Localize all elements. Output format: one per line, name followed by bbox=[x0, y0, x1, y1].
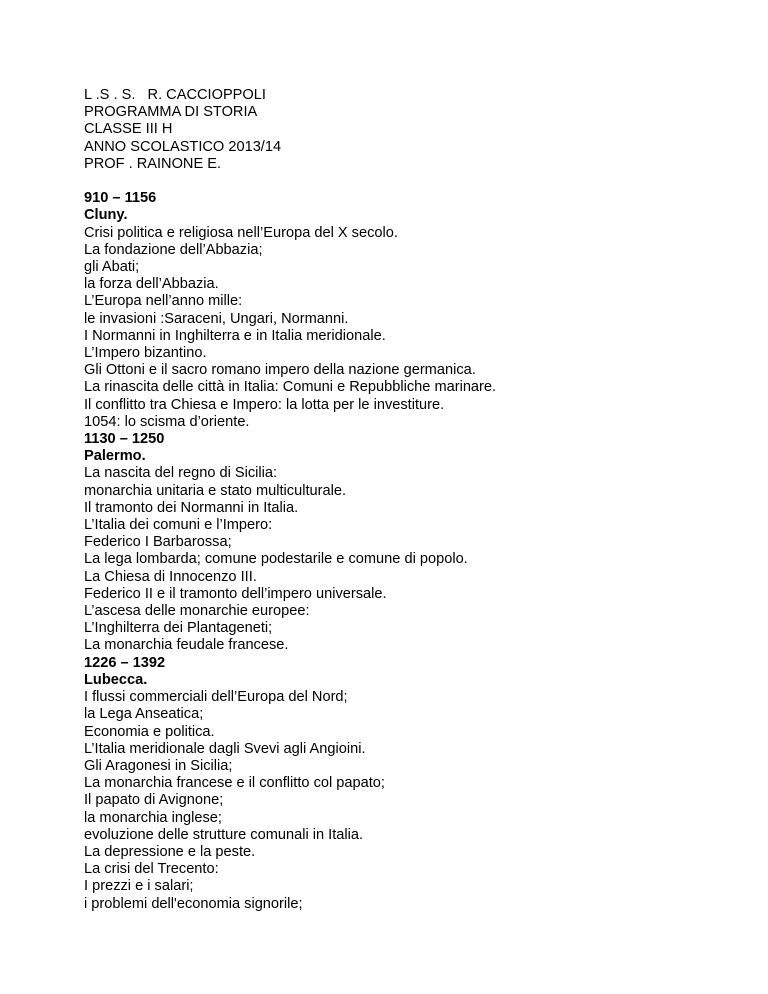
topic-line: I prezzi e i salari; bbox=[84, 878, 194, 895]
topic-line: evoluzione delle strutture comunali in Italia. bbox=[84, 826, 364, 843]
topic-line: le invasioni :Saraceni, Ungari, Normanni. bbox=[84, 310, 349, 327]
topic-line: La crisi del Trecento: bbox=[84, 861, 219, 878]
section-dates: 910 – 1156 bbox=[84, 190, 157, 207]
program-section bbox=[84, 190, 724, 431]
topic-line: La nascita del regno di Sicilia: bbox=[84, 465, 278, 482]
document-header bbox=[84, 87, 724, 173]
subject-title: PROGRAMMA DI STORIA bbox=[84, 104, 258, 121]
topic-line: gli Abati; bbox=[84, 259, 140, 276]
topic-line: L’Europa nell’anno mille: bbox=[84, 293, 243, 310]
topic-line: I flussi commerciali dell’Europa del Nord; bbox=[84, 689, 348, 706]
program-section bbox=[84, 655, 724, 913]
topic-line: La monarchia francese e il conflitto col papato; bbox=[84, 775, 385, 792]
topic-line: la forza dell’Abbazia. bbox=[84, 276, 219, 293]
topic-line: Il papato di Avignone; bbox=[84, 792, 224, 809]
school-name: L .S . S. R. CACCIOPPOLI bbox=[84, 87, 266, 103]
class-name: CLASSE III H bbox=[84, 121, 173, 138]
topic-line: La monarchia feudale francese. bbox=[84, 637, 289, 654]
topic-line: L’Italia dei comuni e l’Impero: bbox=[84, 517, 273, 534]
topic-line: Il tramonto dei Normanni in Italia. bbox=[84, 499, 299, 516]
program-section bbox=[84, 431, 724, 655]
topic-line: Crisi politica e religiosa nell’Europa del X secolo. bbox=[84, 224, 398, 241]
topic-line: i problemi dell'economia signorile; bbox=[84, 895, 303, 912]
section-place: Lubecca. bbox=[84, 671, 148, 688]
topic-line: la Lega Anseatica; bbox=[84, 706, 204, 723]
teacher-name: PROF . RAINONE E. bbox=[84, 155, 222, 172]
topic-line: la monarchia inglese; bbox=[84, 809, 222, 826]
topic-line: La Chiesa di Innocenzo III. bbox=[84, 568, 257, 585]
topic-line: L’Impero bizantino. bbox=[84, 345, 207, 362]
section-dates: 1130 – 1250 bbox=[84, 431, 165, 448]
topic-line: Federico I Barbarossa; bbox=[84, 534, 232, 551]
topic-line: La depressione e la peste. bbox=[84, 843, 256, 860]
program-sections bbox=[84, 190, 724, 913]
section-place: Cluny. bbox=[84, 207, 128, 224]
section-dates: 1226 – 1392 bbox=[84, 654, 166, 671]
topic-line: Gli Ottoni e il sacro romano impero della nazione germanica. bbox=[84, 362, 476, 379]
topic-line: 1054: lo scisma d’oriente. bbox=[84, 413, 250, 430]
topic-line: La lega lombarda; comune podestarile e comune di popolo. bbox=[84, 551, 468, 568]
topic-line: L’Inghilterra dei Plantageneti; bbox=[84, 620, 273, 637]
section-place: Palermo. bbox=[84, 448, 146, 465]
topic-line: La rinascita delle città in Italia: Comuni e Repubbliche marinare. bbox=[84, 379, 497, 396]
topic-line: L’ascesa delle monarchie europee: bbox=[84, 603, 310, 620]
school-year: ANNO SCOLASTICO 2013/14 bbox=[84, 138, 282, 155]
topic-line: Gli Aragonesi in Sicilia; bbox=[84, 757, 233, 774]
document-page bbox=[84, 87, 724, 913]
spacer bbox=[84, 173, 724, 190]
topic-line: monarchia unitaria e stato multiculturale. bbox=[84, 482, 347, 499]
topic-line: I Normanni in Inghilterra e in Italia meridionale. bbox=[84, 327, 386, 344]
topic-line: Il conflitto tra Chiesa e Impero: la lotta per le investiture. bbox=[84, 396, 445, 413]
topic-line: Economia e politica. bbox=[84, 723, 215, 740]
topic-line: La fondazione dell’Abbazia; bbox=[84, 241, 263, 258]
topic-line: Federico II e il tramonto dell’impero universale. bbox=[84, 585, 387, 602]
topic-line: L’Italia meridionale dagli Svevi agli Angioini. bbox=[84, 740, 366, 757]
